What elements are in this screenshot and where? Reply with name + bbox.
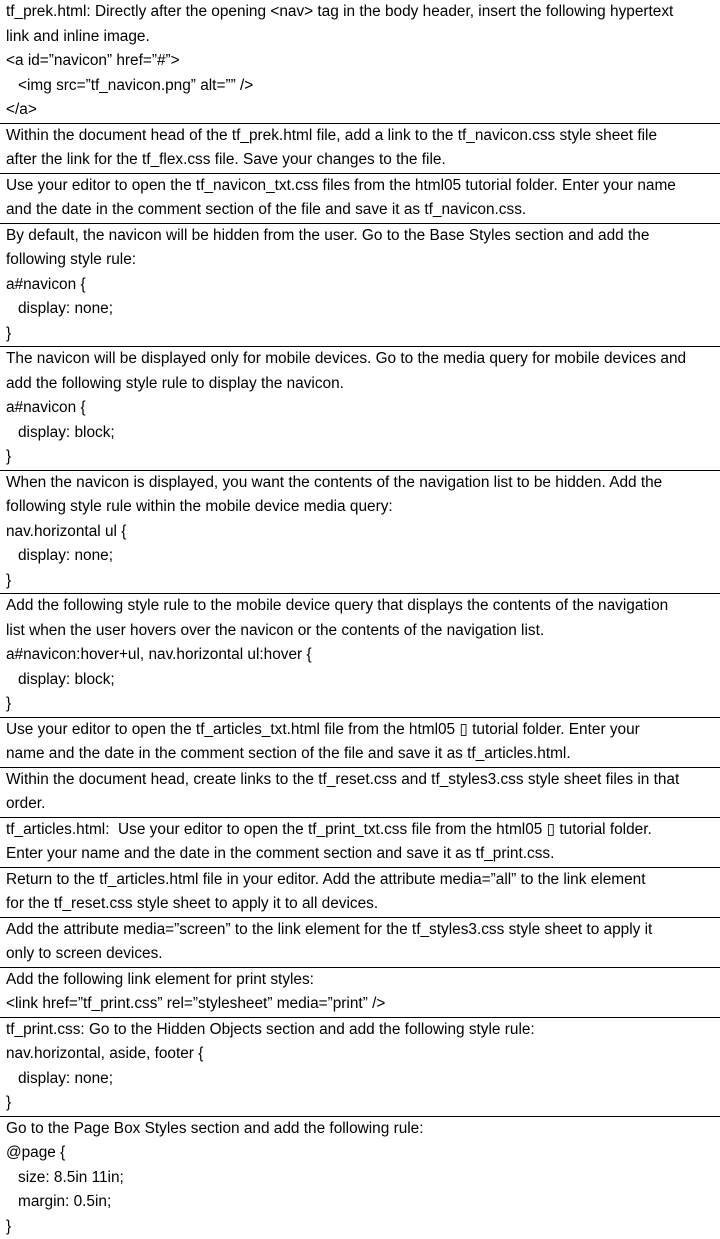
step-text-line: Within the document head, create links to the tf_reset.css and tf_styles3.css style sheet files in that	[6, 768, 714, 793]
step-text-line: Add the following link element for print styles:	[6, 968, 714, 993]
code-line: <link href=”tf_print.css” rel=”stylesheet” media=”print” />	[6, 992, 714, 1017]
code-line: }	[6, 445, 714, 470]
step-text-line: following style rule within the mobile device media query:	[6, 495, 714, 520]
code-line: display: none;	[6, 544, 714, 569]
step-text-line: and the date in the comment section of the file and save it as tf_navicon.css.	[6, 198, 714, 223]
code-line: a#navicon:hover+ul, nav.horizontal ul:hover {	[6, 643, 714, 668]
step-text-line: The navicon will be displayed only for mobile devices. Go to the media query for mobile devices and	[6, 347, 714, 372]
instruction-step-11	[0, 868, 720, 918]
code-line: display: none;	[6, 1067, 714, 1092]
code-line: margin: 0.5in;	[6, 1190, 714, 1215]
code-line: a#navicon {	[6, 273, 714, 298]
instruction-step-5	[0, 347, 720, 471]
code-line: a#navicon {	[6, 396, 714, 421]
step-text-line: for the tf_reset.css style sheet to apply it to all devices.	[6, 892, 714, 917]
step-text-line: after the link for the tf_flex.css file. Save your changes to the file.	[6, 148, 714, 173]
step-text-line: tf_prek.html: Directly after the opening <nav> tag in the body header, insert the following hypertext	[6, 0, 714, 25]
step-text-line: Use your editor to open the tf_articles_txt.html file from the html05 ▯ tutorial folder. Enter your	[6, 718, 714, 743]
step-text-line: name and the date in the comment section of the file and save it as tf_articles.html.	[6, 742, 714, 767]
code-line: display: block;	[6, 421, 714, 446]
step-text-line: Go to the Page Box Styles section and add the following rule:	[6, 1117, 714, 1142]
instruction-step-10	[0, 818, 720, 868]
code-line: }	[6, 692, 714, 717]
instruction-step-8	[0, 718, 720, 768]
step-text-line: tf_articles.html: Use your editor to open the tf_print_txt.css file from the html05 ▯ tutorial folder.	[6, 818, 714, 843]
instruction-step-4	[0, 224, 720, 348]
instruction-step-3	[0, 174, 720, 224]
step-text-line: only to screen devices.	[6, 942, 714, 967]
step-text-line: add the following style rule to display the navicon.	[6, 372, 714, 397]
step-text-line: By default, the navicon will be hidden from the user. Go to the Base Styles section and add the	[6, 224, 714, 249]
step-text-line: order.	[6, 792, 714, 817]
instruction-step-12	[0, 918, 720, 968]
code-line: }	[6, 1215, 714, 1239]
step-text-line: Use your editor to open the tf_navicon_txt.css files from the html05 tutorial folder. Enter your name	[6, 174, 714, 199]
instruction-step-7	[0, 594, 720, 718]
step-text-line: Within the document head of the tf_prek.html file, add a link to the tf_navicon.css style sheet file	[6, 124, 714, 149]
code-line: display: block;	[6, 668, 714, 693]
code-line: }	[6, 322, 714, 347]
step-text-line: link and inline image.	[6, 25, 714, 50]
instruction-step-13	[0, 968, 720, 1018]
instruction-step-15	[0, 1117, 720, 1239]
step-text-line: Enter your name and the date in the comment section and save it as tf_print.css.	[6, 842, 714, 867]
code-line: nav.horizontal ul {	[6, 520, 714, 545]
code-line: display: none;	[6, 297, 714, 322]
code-line: }	[6, 1091, 714, 1116]
step-text-line: Add the following style rule to the mobile device query that displays the contents of the navigation	[6, 594, 714, 619]
instruction-step-9	[0, 768, 720, 818]
step-text-line: tf_print.css: Go to the Hidden Objects section and add the following style rule:	[6, 1018, 714, 1043]
code-line: size: 8.5in 11in;	[6, 1166, 714, 1191]
step-text-line: Add the attribute media=”screen” to the link element for the tf_styles3.css style sheet to apply it	[6, 918, 714, 943]
step-text-line: When the navicon is displayed, you want the contents of the navigation list to be hidden. Add the	[6, 471, 714, 496]
instruction-step-1	[0, 0, 720, 124]
step-text-line: list when the user hovers over the navicon or the contents of the navigation list.	[6, 619, 714, 644]
code-line: </a>	[6, 98, 714, 123]
code-line: @page {	[6, 1141, 714, 1166]
instruction-step-14	[0, 1018, 720, 1117]
code-line: <img src=”tf_navicon.png” alt=”” />	[6, 74, 714, 99]
code-line: nav.horizontal, aside, footer {	[6, 1042, 714, 1067]
step-text-line: following style rule:	[6, 248, 714, 273]
instruction-step-6	[0, 471, 720, 595]
code-line: <a id=”navicon” href=”#”>	[6, 49, 714, 74]
instruction-step-2	[0, 124, 720, 174]
step-text-line: Return to the tf_articles.html file in your editor. Add the attribute media=”all” to the link element	[6, 868, 714, 893]
code-line: }	[6, 569, 714, 594]
